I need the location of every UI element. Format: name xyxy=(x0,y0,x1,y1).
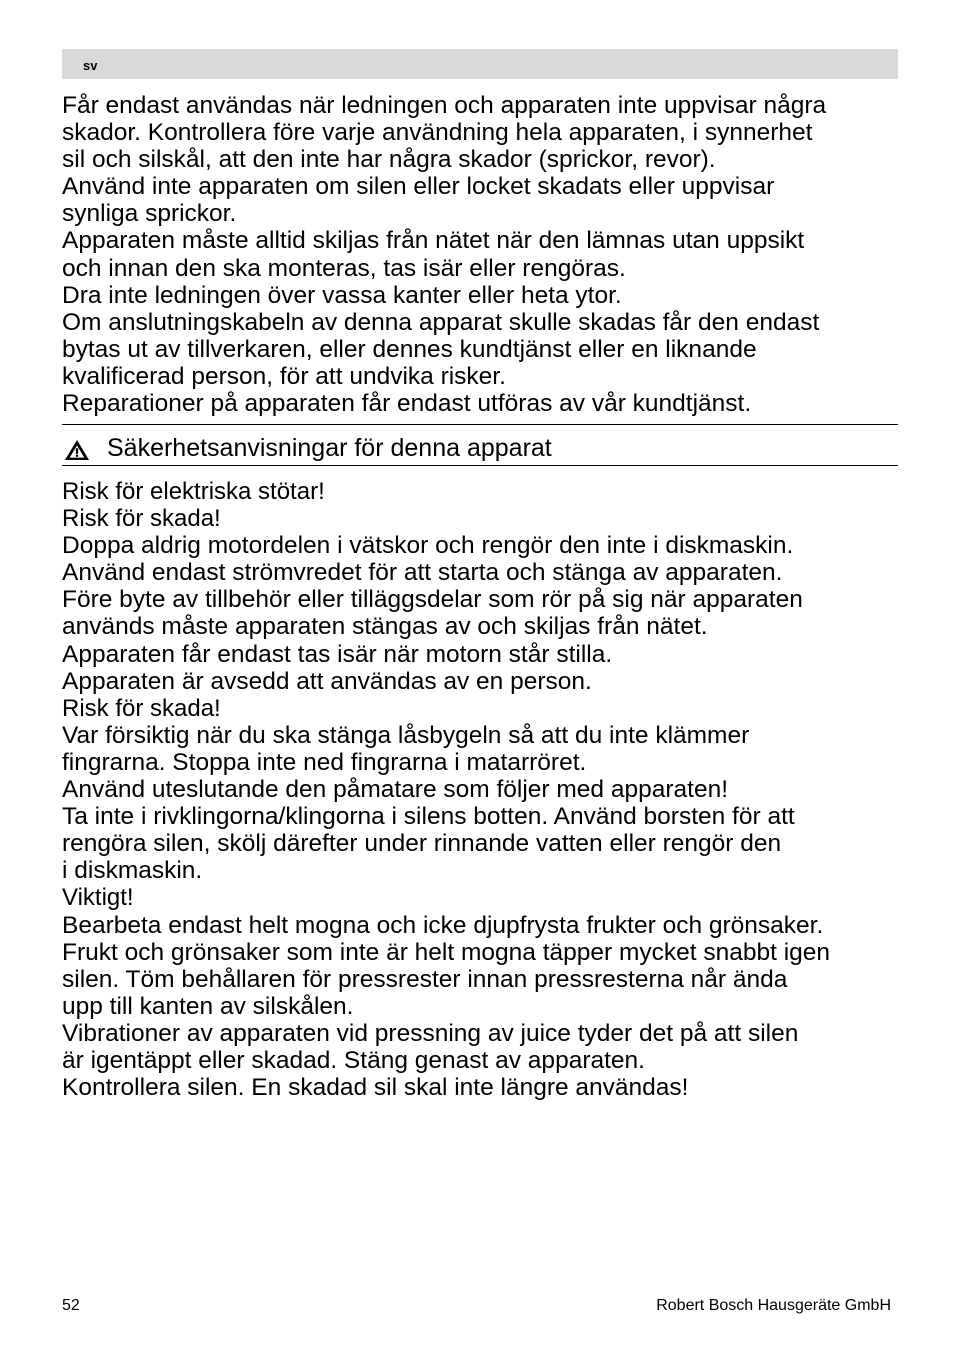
text-line: är igentäppt eller skadad. Stäng genast av apparaten. xyxy=(62,1046,645,1074)
language-header-bar xyxy=(62,49,898,79)
text-line: Apparaten får endast tas isär när motorn står stilla. xyxy=(62,640,613,668)
text-line: Använd inte apparaten om silen eller locket skadats eller uppvisar xyxy=(62,173,775,201)
text-line: Om anslutningskabeln av denna apparat skulle skadas får den endast xyxy=(62,308,820,336)
text-line: Apparaten måste alltid skiljas från nätet när den lämnas utan uppsikt xyxy=(62,227,805,255)
text-line: upp till kanten av silskålen. xyxy=(62,992,354,1020)
warning-triangle-icon xyxy=(64,439,90,461)
text-line: Apparaten är avsedd att användas av en person. xyxy=(62,667,592,695)
text-line: fingrarna. Stoppa inte ned fingrarna i matarröret. xyxy=(62,748,587,776)
text-line: Dra inte ledningen över vassa kanter eller heta ytor. xyxy=(62,281,622,309)
text-line: Frukt och grönsaker som inte är helt mogna täpper mycket snabbt igen xyxy=(62,938,831,966)
text-line: Bearbeta endast helt mogna och icke djupfrysta frukter och grönsaker. xyxy=(62,911,824,939)
text-line: används måste apparaten stängas av och skiljas från nätet. xyxy=(62,613,708,641)
section-heading xyxy=(62,424,898,466)
text-line: Före byte av tillbehör eller tilläggsdelar som rör på sig när apparaten xyxy=(62,586,803,614)
publisher-name: Robert Bosch Hausgeräte GmbH xyxy=(656,1297,891,1314)
text-line: rengöra silen, skölj därefter under rinnande vatten eller rengör den xyxy=(62,830,782,858)
text-line: skador. Kontrollera före varje användning hela apparaten, i synnerhet xyxy=(62,119,813,147)
subheading: Risk för skada! xyxy=(62,694,221,722)
text-line: kvalificerad person, för att undvika risker. xyxy=(62,362,506,390)
text-line: Använd uteslutande den påmatare som följer med apparaten! xyxy=(62,776,729,804)
text-line: Kontrollera silen. En skadad sil skal inte längre användas! xyxy=(62,1074,689,1102)
text-line: Reparationer på apparaten får endast utföras av vår kundtjänst. xyxy=(62,390,752,418)
text-line: Får endast användas när ledningen och apparaten inte uppvisar några xyxy=(62,92,827,119)
text-line: Doppa aldrig motordelen i vätskor och rengör den inte i diskmaskin. xyxy=(62,532,794,560)
text-line: Ta inte i rivklingorna/klingorna i silens botten. Använd borsten för att xyxy=(62,803,795,831)
language-code: sv xyxy=(83,58,98,73)
text-line: synliga sprickor. xyxy=(62,200,237,228)
page-number: 52 xyxy=(62,1297,80,1314)
subheading: Viktigt! xyxy=(62,884,134,912)
text-line: Använd endast strömvredet för att starta och stänga av apparaten. xyxy=(62,559,783,587)
subheading: Risk för skada! xyxy=(62,505,221,533)
text-line: silen. Töm behållaren för pressrester innan pressresterna når ända xyxy=(62,965,788,993)
text-line: Var försiktig när du ska stänga låsbygeln så att du inte klämmer xyxy=(62,721,750,749)
safety-text-block xyxy=(62,478,898,1101)
text-line: Vibrationer av apparaten vid pressning av juice tyder det på att silen xyxy=(62,1019,799,1047)
text-line: bytas ut av tillverkaren, eller dennes kundtjänst eller en liknande xyxy=(62,335,757,363)
text-line: och innan den ska monteras, tas isär eller rengöras. xyxy=(62,254,626,282)
intro-text-block xyxy=(62,92,898,417)
subheading: Risk för elektriska stötar! xyxy=(62,478,325,505)
text-line: sil och silskål, att den inte har några skador (sprickor, revor). xyxy=(62,146,716,174)
section-title: Säkerhetsanvisningar för denna apparat xyxy=(107,434,552,462)
text-line: i diskmaskin. xyxy=(62,857,203,885)
